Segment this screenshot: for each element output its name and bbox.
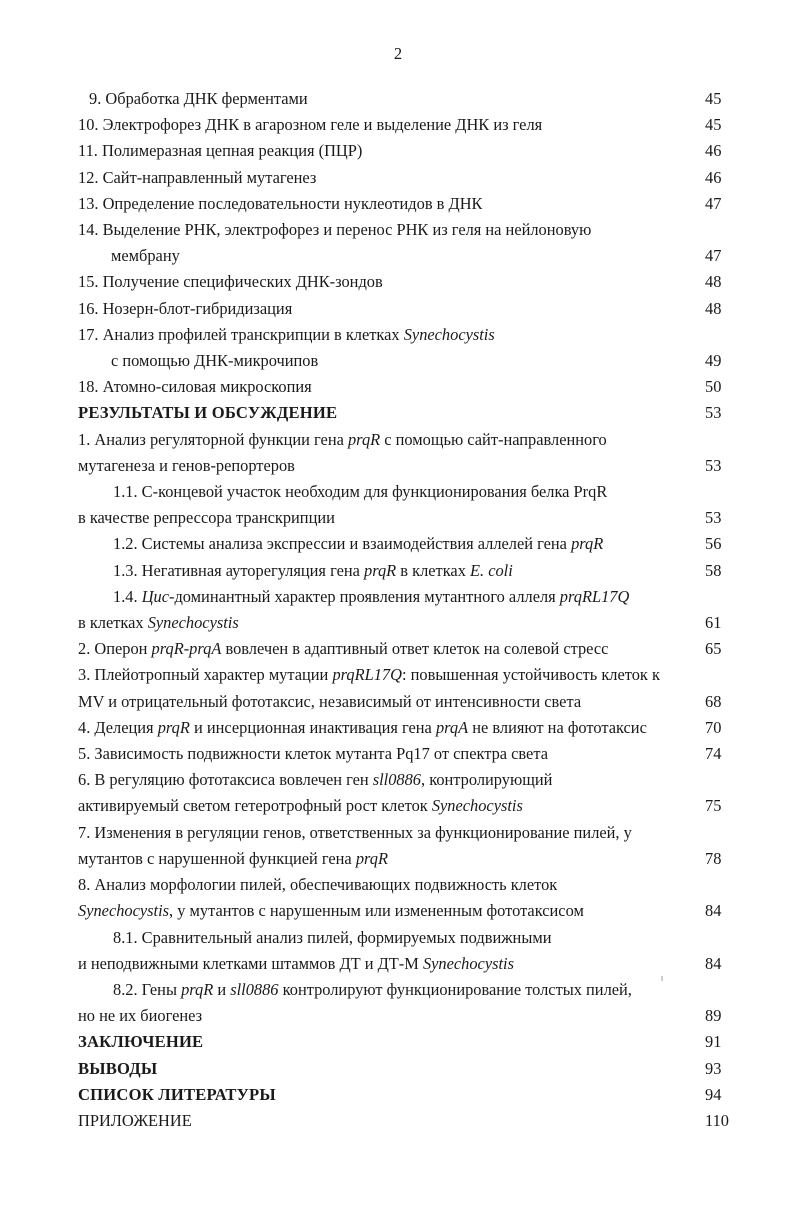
title-text: -доминантный характер проявления мутантного аллеля: [169, 586, 560, 606]
toc-entry-line: [78, 767, 738, 793]
toc-entry-title: [113, 980, 632, 999]
italic-term: Synechocystis: [78, 901, 170, 921]
toc-entry[interactable]: [78, 741, 738, 767]
title-text: 1. Анализ регуляторной функции гена: [78, 429, 348, 449]
toc-entry-title: [78, 875, 557, 894]
toc-entry-title: [78, 954, 514, 973]
toc-entry-title: [78, 639, 608, 658]
toc-entry-line: [78, 898, 738, 924]
title-text: 5. Зависимость подвижности клеток мутанта Pq17 от спектра света: [78, 744, 548, 764]
toc-entry-line: [78, 977, 738, 1003]
toc-entry-title: [78, 770, 552, 789]
italic-term: prqR: [364, 560, 397, 580]
toc-entry[interactable]: [78, 662, 738, 714]
title-text: в клетках: [78, 613, 148, 633]
toc-entry-line: [78, 689, 738, 715]
toc-page-number: 61: [705, 613, 722, 633]
toc-entry[interactable]: [78, 322, 738, 374]
toc-entry-line: [78, 217, 738, 243]
title-text: MV и отрицательный фототаксис, независимый от интенсивности света: [78, 691, 582, 711]
page-number-header: 2: [393, 44, 403, 63]
toc-entry-title: [111, 246, 180, 265]
toc-entry[interactable]: [78, 138, 738, 164]
toc-page-number: 47: [705, 193, 722, 213]
title-text: 8.1. Сравнительный анализ пилей, формируемых подвижными: [113, 927, 552, 947]
toc-entry[interactable]: [78, 1082, 738, 1108]
toc-entry-title: [78, 456, 295, 475]
toc-entry-line: [78, 925, 738, 951]
toc-entry[interactable]: [78, 427, 738, 479]
toc-entry-title: [89, 89, 308, 108]
toc-page-number: 56: [705, 534, 722, 554]
title-text: 18. Атомно-силовая микроскопия: [78, 377, 312, 397]
toc-entry-line: [78, 427, 738, 453]
toc-entry-title: [78, 613, 239, 632]
toc-entry-line: [78, 741, 738, 767]
toc-entry-line: [78, 165, 738, 191]
toc-entry-title: [78, 403, 337, 422]
toc-entry-line: [78, 505, 738, 531]
toc-entry-title: [78, 692, 581, 711]
toc-entry-line: [78, 662, 738, 688]
title-text: 12. Сайт-направленный мутагенез: [78, 167, 317, 187]
toc-entry[interactable]: [78, 872, 738, 924]
toc-entry[interactable]: [78, 86, 738, 112]
toc-page-number: 47: [705, 246, 722, 266]
toc-page-number: 49: [705, 351, 722, 371]
toc-entry[interactable]: [78, 715, 738, 741]
title-text: 9. Обработка ДНК ферментами: [89, 89, 308, 108]
toc-entry-title: [78, 141, 362, 160]
toc-entry[interactable]: [78, 269, 738, 295]
title-text: 16. Нозерн-блот-гибридизация: [78, 298, 293, 318]
toc-entry-title: [78, 901, 584, 920]
toc-entry[interactable]: [78, 584, 738, 636]
toc-entry-line: [78, 1029, 738, 1055]
title-text: не влияют на фототаксис: [468, 717, 647, 737]
toc-entry[interactable]: [78, 217, 738, 269]
title-text: 8. Анализ морфологии пилей, обеспечивающих подвижность клеток: [78, 875, 558, 895]
toc-page-number: 89: [705, 1006, 722, 1026]
toc-entry-title: [78, 718, 647, 737]
italic-term: Synechocystis: [147, 613, 239, 633]
toc-entry-line: [78, 715, 738, 741]
toc-entry-line: [78, 951, 738, 977]
italic-term: prqR: [157, 717, 190, 737]
toc-entry-title: [78, 1032, 203, 1051]
toc-entry-title: [113, 561, 513, 580]
toc-entry-title: [78, 299, 292, 318]
italic-term: sll0886: [372, 770, 422, 790]
toc-entry[interactable]: [78, 820, 738, 872]
toc-entry-line: [78, 820, 738, 846]
italic-term: prqR: [355, 848, 388, 868]
toc-entry[interactable]: [78, 191, 738, 217]
title-text: но не их биогенез: [78, 1006, 203, 1026]
toc-entry-title: [113, 534, 603, 553]
title-text: РЕЗУЛЬТАТЫ И ОБСУЖДЕНИЕ: [78, 403, 338, 423]
toc-page-number: 93: [705, 1058, 722, 1078]
italic-term: prqRL17Q: [559, 586, 630, 606]
title-text: мембрану: [111, 246, 180, 266]
toc-page-number: 58: [705, 560, 722, 580]
toc-page-number: 91: [705, 1032, 722, 1052]
title-text: ПРИЛОЖЕНИЕ: [78, 1110, 192, 1130]
toc-entry-line: [78, 86, 738, 112]
title-text: с помощью ДНК-микрочипов: [111, 351, 319, 371]
toc-entry-title: [78, 1006, 202, 1025]
toc-entry-title: [78, 796, 523, 815]
toc-entry-line: [78, 793, 738, 819]
title-text: вовлечен в адаптивный ответ клеток на солевой стресс: [221, 639, 609, 659]
toc-page-number: 48: [705, 272, 722, 292]
italic-term: Synechocystis: [403, 324, 495, 344]
title-text: и неподвижными клетками штаммов ДТ и ДТ-М: [78, 953, 423, 973]
title-text: ЗАКЛЮЧЕНИЕ: [78, 1032, 204, 1052]
toc-entry-line: [78, 610, 738, 636]
toc-entry-line: [78, 1108, 738, 1134]
title-text: СПИСОК ЛИТЕРАТУРЫ: [78, 1084, 276, 1104]
toc-entry-title: [113, 482, 607, 501]
toc-page-number: 65: [705, 639, 722, 659]
toc-entry-title: [78, 377, 312, 396]
toc-page-number: 50: [705, 377, 722, 397]
title-text: и: [213, 979, 231, 999]
italic-term: prqR: [347, 429, 381, 449]
toc-entry-title: [78, 325, 495, 344]
toc-entry-line: [78, 191, 738, 217]
title-text: активируемый светом гетеротрофный рост клеток: [78, 796, 432, 816]
toc-entry[interactable]: [78, 767, 738, 819]
toc-entry-title: [78, 1085, 276, 1104]
toc-entry[interactable]: [78, 1108, 738, 1134]
toc-entry-line: [78, 112, 738, 138]
title-text: : повышенная устойчивость клеток к: [401, 665, 660, 685]
title-text: 10. Электрофорез ДНК в агарозном геле и выделение ДНК из геля: [78, 115, 543, 135]
toc-entry-title: [78, 1059, 157, 1078]
toc-entry[interactable]: [78, 165, 738, 191]
toc-entry-line: [78, 872, 738, 898]
toc-entry-title: [78, 665, 660, 684]
toc-entry[interactable]: [78, 977, 738, 1029]
title-text: 3. Плейотропный характер мутации: [78, 665, 333, 685]
title-text: , контролирующий: [421, 770, 553, 790]
toc-entry[interactable]: [78, 479, 738, 531]
toc-page-number: 53: [705, 508, 722, 528]
toc-page-number: 53: [705, 403, 722, 423]
toc-entry-line: [78, 1056, 738, 1082]
title-text: 11. Полимеразная цепная реакция (ПЦР): [78, 141, 363, 161]
italic-term: Цис: [141, 586, 169, 606]
toc-page-number: 110: [705, 1110, 729, 1130]
title-text: 1.4.: [113, 586, 142, 606]
toc-entry[interactable]: [78, 112, 738, 138]
toc-entry-line: [78, 1003, 738, 1029]
italic-term: sll0886: [230, 979, 279, 999]
title-text: 14. Выделение РНК, электрофорез и перенос РНК из геля на нейлоновую: [78, 220, 592, 240]
toc-page-number: 74: [705, 744, 722, 764]
title-text: и инсерционная инактивация гена: [189, 717, 436, 737]
toc-entry-title: [111, 351, 318, 370]
title-text: 15. Получение специфических ДНК-зондов: [78, 272, 383, 292]
toc-entry[interactable]: [78, 558, 738, 584]
toc-entry-title: [78, 849, 388, 868]
toc-entry-title: [78, 508, 335, 527]
toc-page-number: 84: [705, 953, 722, 973]
toc-entry-line: [78, 400, 738, 426]
toc-entry-title: [113, 928, 551, 947]
toc-page-number: 45: [705, 115, 722, 135]
toc-page-number: 48: [705, 298, 722, 318]
toc-entry-line: [78, 636, 738, 662]
toc-page-number: 68: [705, 691, 722, 711]
title-text: мутантов с нарушенной функцией гена: [78, 848, 356, 868]
toc-entry-line: [78, 296, 738, 322]
toc-entry-title: [78, 272, 383, 291]
toc-entry-title: [113, 587, 629, 606]
title-text: 1.3. Негативная ауторегуляция гена: [113, 560, 364, 580]
title-text: , у мутантов с нарушенным или измененным фототаксисом: [169, 901, 584, 921]
italic-term: Synechocystis: [431, 796, 523, 816]
toc-page-number: 70: [705, 717, 722, 737]
italic-term: prqR-prqA: [151, 639, 222, 659]
toc-entry-line: [78, 453, 738, 479]
toc-entry-line: [78, 558, 738, 584]
toc-entry-line: [78, 269, 738, 295]
toc-page-number: 46: [705, 141, 722, 161]
title-text: 4. Делеция: [78, 717, 158, 737]
toc-entry-title: [78, 168, 316, 187]
title-text: 13. Определение последовательности нуклеотидов в ДНК: [78, 193, 483, 213]
italic-term: prqR: [181, 979, 214, 999]
toc-entry[interactable]: [78, 400, 738, 426]
toc-page-number: 46: [705, 167, 722, 187]
toc-page-number: 75: [705, 796, 722, 816]
toc-entry[interactable]: [78, 374, 738, 400]
title-text: 2. Оперон: [78, 639, 152, 659]
toc-entry[interactable]: [78, 1029, 738, 1055]
toc-entry[interactable]: [78, 925, 738, 977]
toc-entry-title: [78, 220, 591, 239]
toc-entry-title: [78, 823, 632, 842]
italic-term: E. coli: [470, 560, 513, 580]
scan-artifact: [661, 976, 663, 981]
toc-entry-line: [78, 138, 738, 164]
toc-page-number: 53: [705, 455, 722, 475]
toc-entry-title: [78, 744, 548, 763]
toc-entry[interactable]: [78, 296, 738, 322]
italic-term: prqR: [571, 534, 604, 554]
italic-term: prqRL17Q: [332, 665, 402, 685]
toc-entry-line: [78, 531, 738, 557]
toc-entry-title: [78, 1111, 192, 1130]
toc-page-number: 45: [705, 89, 722, 108]
toc-page-number: 84: [705, 901, 722, 921]
table-of-contents: [78, 86, 738, 1134]
title-text: 1.2. Системы анализа экспрессии и взаимодействия аллелей гена: [113, 534, 572, 554]
title-text: 17. Анализ профилей транскрипции в клетках: [78, 324, 404, 344]
title-text: контролируют функционирование толстых пилей,: [278, 979, 632, 999]
title-text: с помощью сайт-направленного: [380, 429, 607, 449]
title-text: в качестве репрессора транскрипции: [78, 508, 335, 528]
toc-entry-line: [78, 479, 738, 505]
toc-entry-line: [78, 322, 738, 348]
toc-entry[interactable]: [78, 1056, 738, 1082]
title-text: 6. В регуляцию фототаксиса вовлечен ген: [78, 770, 373, 790]
title-text: 1.1. С-концевой участок необходим для функционирования белка PrqR: [113, 482, 608, 502]
toc-entry-line: [78, 243, 738, 269]
title-text: мутагенеза и генов-репортеров: [78, 455, 295, 475]
italic-term: Synechocystis: [422, 953, 514, 973]
toc-entry-line: [78, 846, 738, 872]
toc-entry-line: [78, 348, 738, 374]
italic-term: prqA: [435, 717, 469, 737]
title-text: 7. Изменения в регуляции генов, ответственных за функционирование пилей, у: [78, 822, 632, 842]
toc-entry-title: [78, 430, 607, 449]
toc-entry-title: [78, 194, 482, 213]
toc-entry[interactable]: [78, 636, 738, 662]
toc-entry-line: [78, 1082, 738, 1108]
toc-entry-title: [78, 115, 542, 134]
title-text: ВЫВОДЫ: [78, 1058, 158, 1078]
toc-entry[interactable]: [78, 531, 738, 557]
title-text: 8.2. Гены: [113, 979, 182, 999]
toc-entry-line: [78, 374, 738, 400]
title-text: в клетках: [396, 560, 470, 580]
toc-page-number: 78: [705, 848, 722, 868]
toc-entry-line: [78, 584, 738, 610]
toc-page-number: 94: [705, 1084, 722, 1104]
